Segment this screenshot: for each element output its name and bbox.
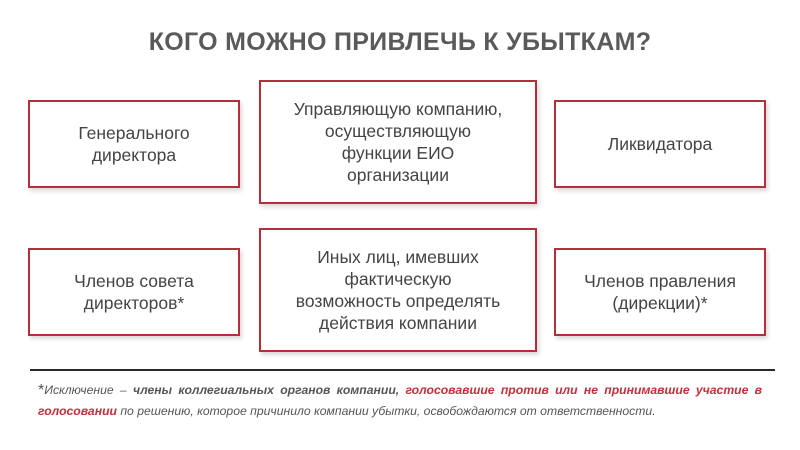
footnote-part-2: члены коллегиальных органов компании, — [132, 383, 406, 397]
footnote-part-4: по решению, которое причинило компании убытки, освобождаются от ответственности. — [116, 404, 656, 418]
box-liquidator-label: Ликвидатора — [607, 134, 713, 154]
box-other-persons-label: Иных лиц, имевших фактическую возможность определять действия компании — [295, 247, 501, 333]
box-general-director-label: Генерального директора — [78, 123, 190, 165]
divider — [30, 369, 775, 371]
box-board-members-label: Членов совета директоров* — [74, 271, 194, 313]
box-general-director — [28, 100, 240, 188]
box-board-members — [28, 248, 240, 336]
box-management-board — [554, 248, 766, 336]
box-management-board-label: Членов правления (дирекции)* — [584, 271, 736, 313]
box-other-persons — [259, 228, 537, 352]
page-title: КОГО МОЖНО ПРИВЛЕЧЬ К УБЫТКАМ? — [148, 28, 652, 56]
box-management-company — [259, 80, 537, 204]
footnote-star: * — [38, 382, 45, 399]
footnote — [38, 380, 762, 421]
footnote-part-1: Исключение – — [44, 383, 133, 397]
footnote-part-3: голосовавшие против или не принимавшие участие в голосовании — [38, 383, 763, 418]
box-management-company-label: Управляющую компанию, осуществляющую функции ЕИО организации — [293, 99, 503, 185]
box-liquidator — [554, 100, 766, 188]
